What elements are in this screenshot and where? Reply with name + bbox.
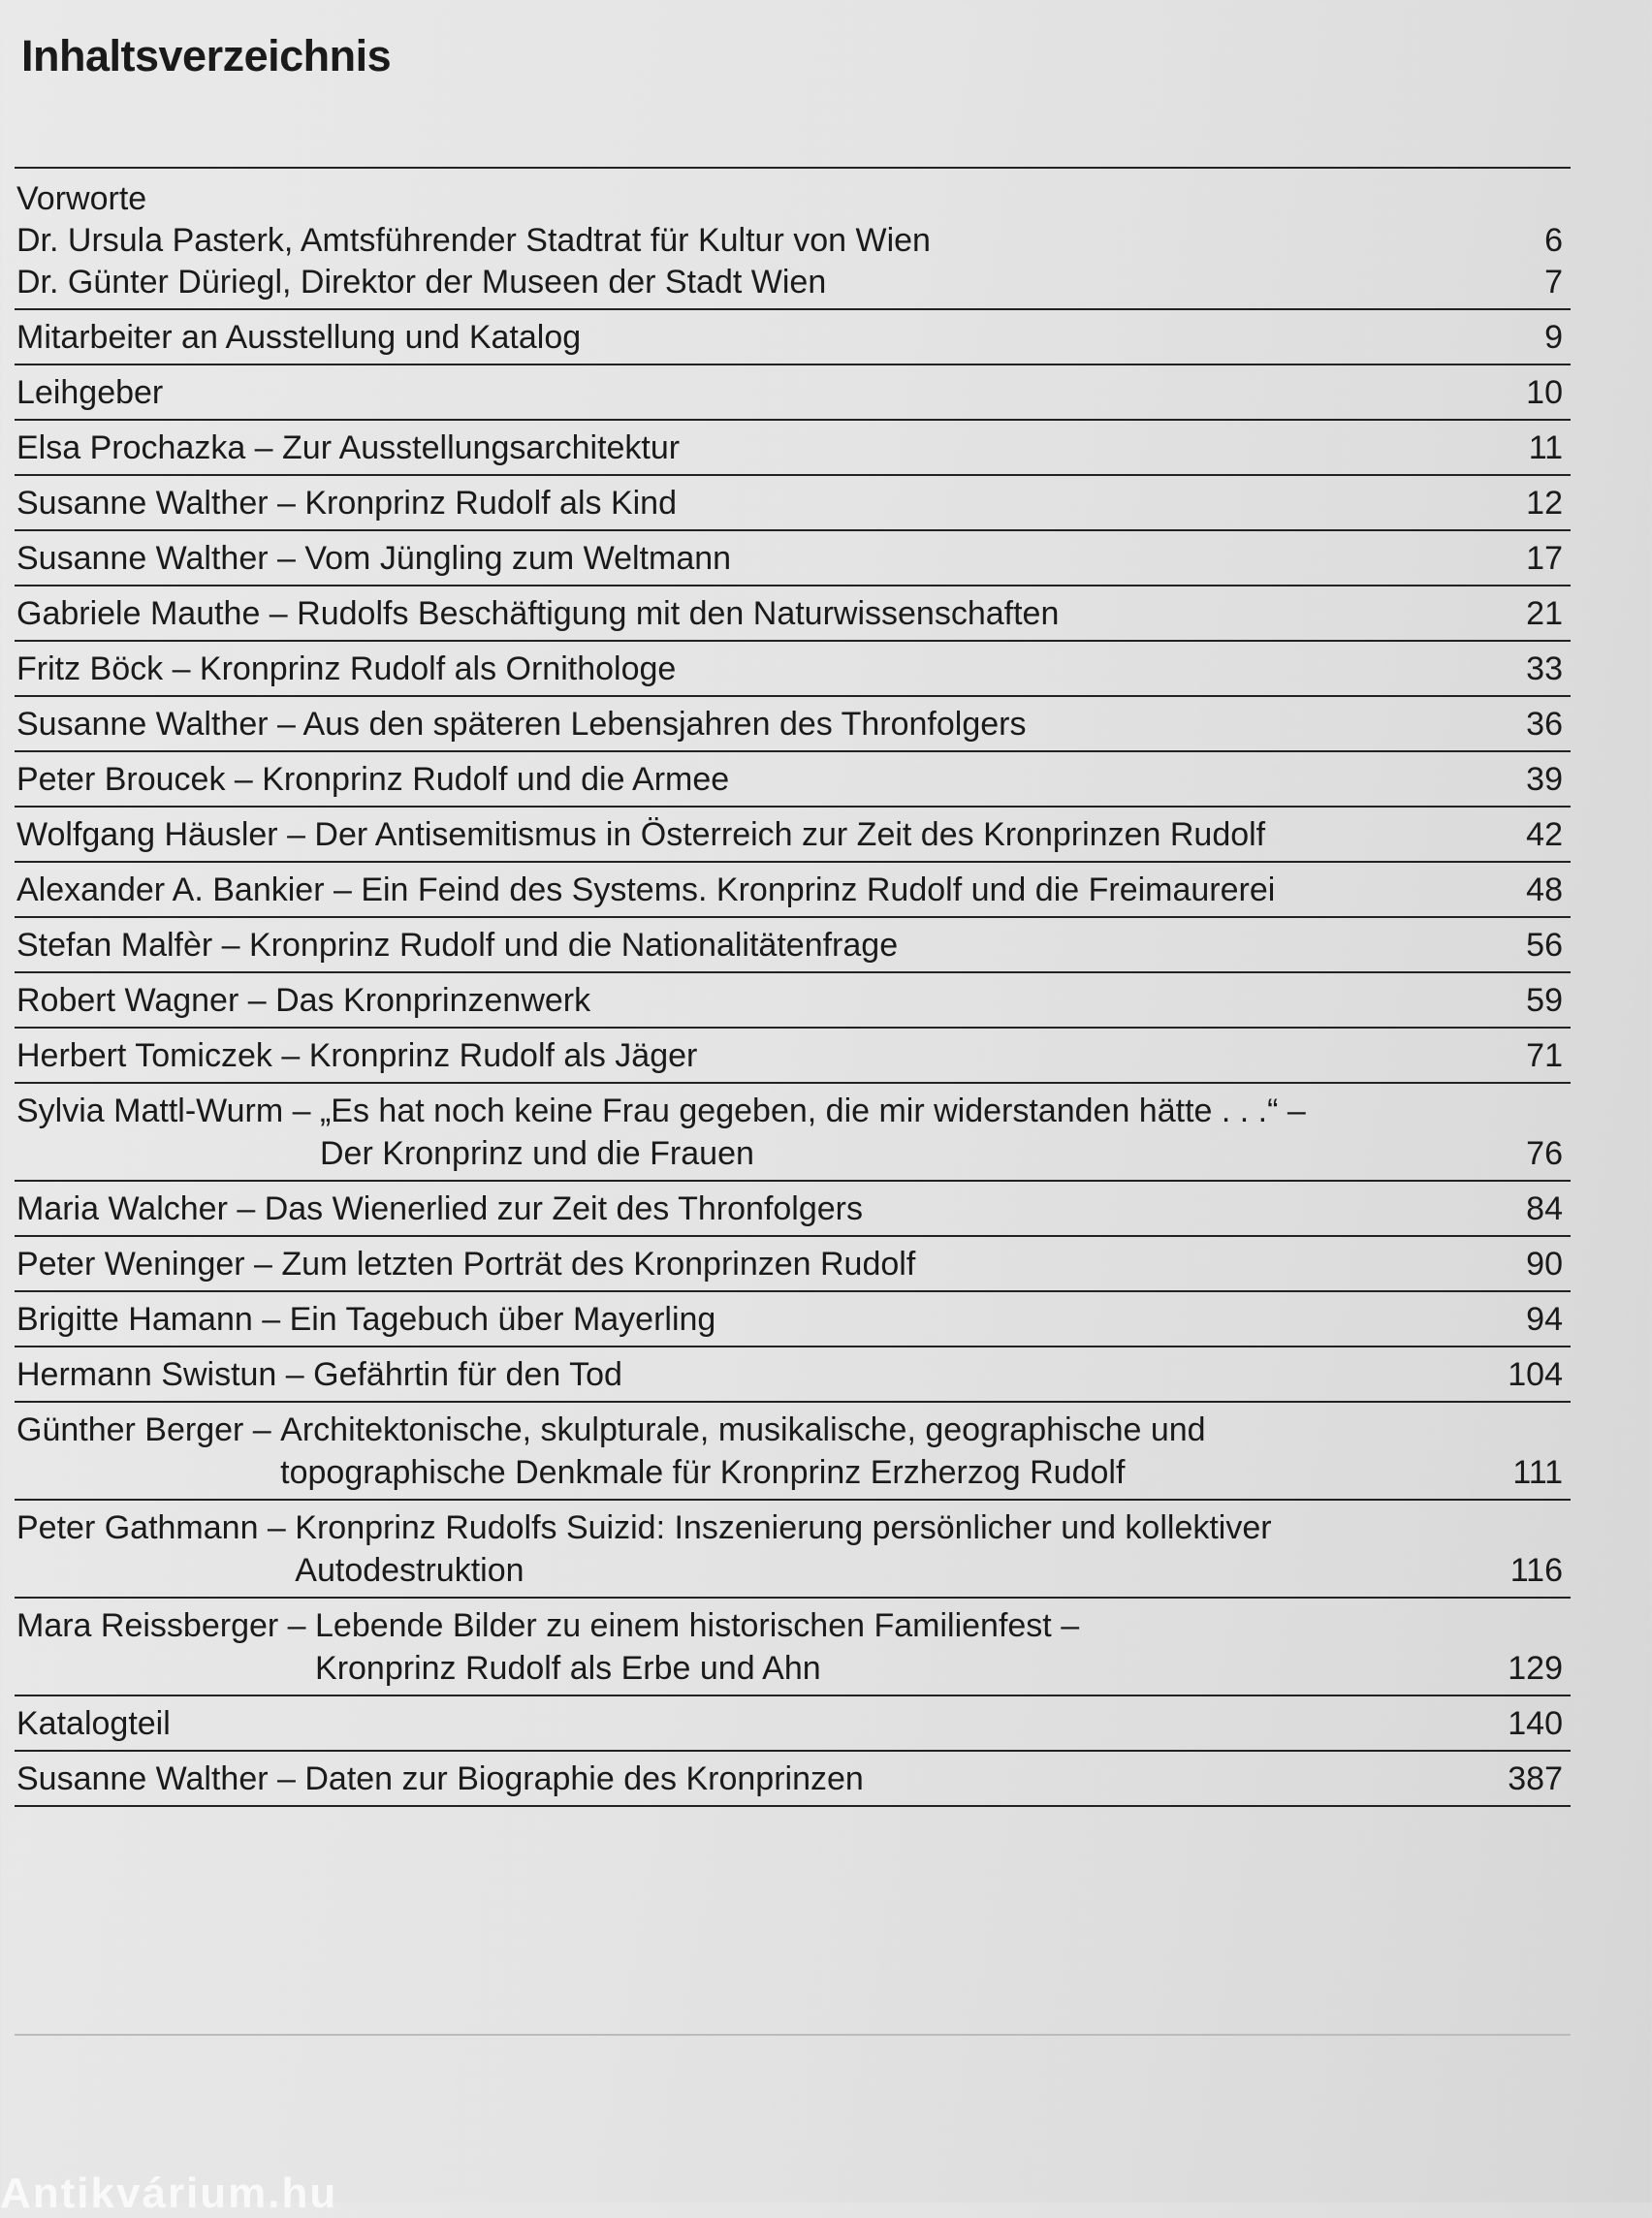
- toc-entry-line: Kronprinz Rudolfs Suizid: Inszenierung persönlicher und kollektiver: [295, 1509, 1272, 1546]
- toc-entry-page: 10: [1526, 374, 1563, 411]
- toc-entry: [15, 421, 1571, 476]
- toc-entry-multiline: [15, 1403, 1571, 1501]
- watermark: Antikvárium.hu: [0, 2170, 338, 2217]
- toc-entry: [15, 918, 1571, 973]
- toc-entry-page: 94: [1526, 1301, 1563, 1338]
- toc-entry-title: Dr. Günter Düriegl, Direktor der Museen der Stadt Wien: [16, 264, 827, 301]
- footer-divider: [15, 2034, 1571, 2036]
- toc-entry: [15, 752, 1571, 808]
- toc-entry-title: Katalogteil: [16, 1705, 171, 1742]
- toc-entry-page: 6: [1544, 222, 1563, 259]
- toc-entry-page: 59: [1526, 982, 1563, 1019]
- toc-entry-page: 116: [1509, 1552, 1563, 1589]
- toc-entry: [15, 1696, 1571, 1752]
- toc-entry-line: Autodestruktion: [295, 1552, 524, 1589]
- toc-entry-author: Günther Berger –: [16, 1411, 281, 1448]
- toc-entry-title: Maria Walcher – Das Wienerlied zur Zeit des Thronfolgers: [16, 1190, 863, 1227]
- toc-entry-title: Susanne Walther – Daten zur Biographie des Kronprinzen: [16, 1760, 864, 1797]
- toc-entry: [15, 1347, 1571, 1403]
- toc-entry-page: 11: [1528, 429, 1563, 466]
- toc-entry-line: Kronprinz Rudolf als Erbe und Ahn: [315, 1650, 821, 1687]
- toc-entry: [15, 973, 1571, 1029]
- toc-entry-page: 42: [1526, 816, 1563, 853]
- toc-entry-author: Peter Gathmann –: [16, 1509, 296, 1546]
- toc-entry-multiline: [15, 1501, 1571, 1599]
- toc-entry-line: Architektonische, skulpturale, musikalische, geographische und: [280, 1411, 1206, 1448]
- toc-entry-author: Sylvia Mattl-Wurm –: [16, 1093, 320, 1129]
- toc-entry: [16, 262, 1563, 303]
- toc-entry: [15, 1237, 1571, 1292]
- toc-entry-title: Elsa Prochazka – Zur Ausstellungsarchitektur: [16, 429, 681, 466]
- toc-entry-title: [16, 1409, 1495, 1494]
- toc-entry-line: topographische Denkmale für Kronprinz Erzherzog Rudolf: [280, 1454, 1126, 1491]
- toc-entry: [15, 697, 1571, 752]
- toc-entry-page: 48: [1526, 871, 1563, 908]
- toc-entry: [15, 808, 1571, 863]
- toc-entry-title: Alexander A. Bankier – Ein Feind des Systems. Kronprinz Rudolf und die Freimaurerei: [16, 871, 1276, 908]
- toc-entry-line: Der Kronprinz und die Frauen: [319, 1135, 754, 1172]
- toc-group-preface: [15, 169, 1571, 310]
- toc-entry: [15, 531, 1571, 586]
- toc-entry-title: [16, 1604, 1495, 1690]
- toc-entry-title: Mitarbeiter an Ausstellung und Katalog: [16, 319, 582, 356]
- preface-heading: Vorworte: [16, 180, 147, 217]
- toc-entry-page: 39: [1526, 761, 1563, 798]
- toc-entry-title: Dr. Ursula Pasterk, Amtsführender Stadtrat für Kultur von Wien: [16, 222, 931, 259]
- toc-entry: [15, 1292, 1571, 1347]
- toc-entry-page: 111: [1512, 1454, 1563, 1491]
- toc-entry-page: 129: [1508, 1650, 1563, 1687]
- toc-entry-title: Fritz Böck – Kronprinz Rudolf als Ornithologe: [16, 650, 677, 687]
- toc-entry: [15, 1752, 1571, 1807]
- toc-entry-title: Stefan Malfèr – Kronprinz Rudolf und die Nationalitätenfrage: [16, 927, 899, 964]
- page-title: Inhaltsverzeichnis: [21, 31, 392, 80]
- toc-entry-page: 140: [1508, 1705, 1563, 1742]
- toc-entry: [15, 1182, 1571, 1237]
- toc-entry-page: 33: [1526, 650, 1563, 687]
- toc-entry-multiline: [15, 1599, 1571, 1696]
- toc-entry-title: Wolfgang Häusler – Der Antisemitismus in Österreich zur Zeit des Kronprinzen Rudolf: [16, 816, 1266, 853]
- toc-entry: [15, 476, 1571, 531]
- toc-entry-title: Hermann Swistun – Gefährtin für den Tod: [16, 1356, 622, 1393]
- toc-entry-page: 17: [1526, 540, 1563, 577]
- toc-entry-title: Brigitte Hamann – Ein Tagebuch über Mayerling: [16, 1301, 716, 1338]
- toc-entry-page: 12: [1526, 485, 1563, 522]
- toc-entry: [15, 642, 1571, 697]
- toc-entry-title: Peter Broucek – Kronprinz Rudolf und die Armee: [16, 761, 730, 798]
- toc-entry-line: „Es hat noch keine Frau gegeben, die mir widerstanden hätte . . .“ –: [319, 1093, 1306, 1129]
- toc-entry-title: Susanne Walther – Vom Jüngling zum Weltmann: [16, 540, 732, 577]
- toc-entry-page: 21: [1526, 595, 1563, 632]
- toc-entry: [16, 220, 1563, 262]
- toc-entry-page: 36: [1526, 706, 1563, 743]
- toc-entry-author: Mara Reissberger –: [16, 1607, 316, 1644]
- toc-entry-page: 9: [1544, 319, 1563, 356]
- toc-entry-title: [16, 1090, 1495, 1175]
- toc-entry: [15, 1029, 1571, 1084]
- toc-entry-page: 7: [1544, 264, 1563, 301]
- toc-entry-title: Susanne Walther – Aus den späteren Lebensjahren des Thronfolgers: [16, 706, 1027, 743]
- toc-entry-page: 71: [1526, 1037, 1563, 1074]
- toc-entry-title: Gabriele Mauthe – Rudolfs Beschäftigung mit den Naturwissenschaften: [16, 595, 1060, 632]
- toc-entry-title: Robert Wagner – Das Kronprinzenwerk: [16, 982, 591, 1019]
- toc-entry: [15, 586, 1571, 642]
- toc-entry: [15, 310, 1571, 365]
- toc-entry-multiline: [15, 1084, 1571, 1182]
- toc-entry-line: Lebende Bilder zu einem historischen Familienfest –: [315, 1607, 1080, 1644]
- toc-entry-page: 90: [1526, 1246, 1563, 1283]
- toc-entry-page: 104: [1508, 1356, 1563, 1393]
- toc-entry-page: 387: [1508, 1760, 1563, 1797]
- toc-entry-title: Herbert Tomiczek – Kronprinz Rudolf als Jäger: [16, 1037, 698, 1074]
- toc-entry: [15, 863, 1571, 918]
- toc-entry-title: Leihgeber: [16, 374, 164, 411]
- toc-entry-page: 84: [1526, 1190, 1563, 1227]
- toc-entry-title: Peter Weninger – Zum letzten Porträt des Kronprinzen Rudolf: [16, 1246, 916, 1283]
- toc-entry-title: Susanne Walther – Kronprinz Rudolf als Kind: [16, 485, 677, 522]
- toc-entry-title: [16, 1506, 1495, 1592]
- toc-entry: [15, 365, 1571, 421]
- toc-entry-page: 56: [1526, 927, 1563, 964]
- toc-entry-page: 76: [1526, 1135, 1563, 1172]
- table-of-contents: [15, 167, 1571, 1807]
